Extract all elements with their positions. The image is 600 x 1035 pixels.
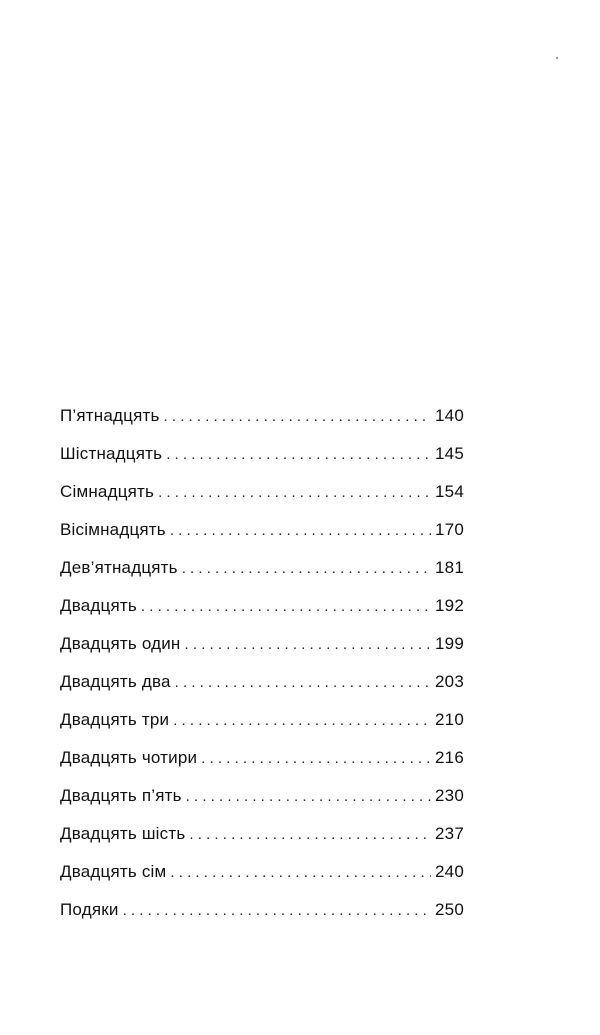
toc-entry bbox=[60, 632, 464, 670]
toc-entry bbox=[60, 784, 464, 822]
toc-entry-page: 203 bbox=[435, 672, 464, 691]
toc-entry-page: 192 bbox=[435, 596, 464, 615]
toc-dot-leader bbox=[166, 443, 431, 467]
toc-entry bbox=[60, 746, 464, 784]
toc-entry-title: Двадцять один bbox=[60, 634, 181, 653]
toc-entry bbox=[60, 594, 464, 632]
toc-entry-title: Сімнадцять bbox=[60, 482, 155, 501]
toc-entry-title: Двадцять три bbox=[60, 710, 170, 729]
toc-entry-page: 210 bbox=[435, 710, 464, 729]
toc-entry bbox=[60, 442, 464, 480]
toc-dot-leader bbox=[173, 709, 431, 733]
toc-entry-page: 199 bbox=[435, 634, 464, 653]
toc-dot-leader bbox=[141, 595, 431, 619]
toc-entry-title: Двадцять сім bbox=[60, 862, 167, 881]
toc-entry-title: Двадцять два bbox=[60, 672, 171, 691]
toc-entry bbox=[60, 556, 464, 594]
toc-dot-leader bbox=[185, 633, 432, 657]
toc-entry-page: 140 bbox=[435, 406, 464, 425]
table-of-contents bbox=[60, 404, 464, 936]
toc-dot-leader bbox=[175, 671, 431, 695]
toc-dot-leader bbox=[123, 899, 431, 923]
toc-entry-page: 237 bbox=[435, 824, 464, 843]
toc-entry-page: 181 bbox=[435, 558, 464, 577]
toc-entry bbox=[60, 480, 464, 518]
toc-entry-title: Двадцять чотири bbox=[60, 748, 198, 767]
toc-dot-leader bbox=[201, 747, 431, 771]
toc-dot-leader bbox=[189, 823, 431, 847]
toc-entry-title: Шістнадцять bbox=[60, 444, 163, 463]
toc-entry-title: Дев’ятнадцять bbox=[60, 558, 178, 577]
toc-entry bbox=[60, 822, 464, 860]
toc-entry-title: Двадцять п’ять bbox=[60, 786, 182, 805]
toc-entry-title: Двадцять bbox=[60, 596, 137, 615]
toc-entry-page: 240 bbox=[435, 862, 464, 881]
toc-entry bbox=[60, 518, 464, 556]
toc-entry bbox=[60, 670, 464, 708]
toc-entry bbox=[60, 898, 464, 936]
toc-entry-title: П’ятнадцять bbox=[60, 406, 160, 425]
toc-entry-page: 216 bbox=[435, 748, 464, 767]
toc-entry-page: 154 bbox=[435, 482, 464, 501]
toc-dot-leader bbox=[158, 481, 431, 505]
toc-entry-page: 145 bbox=[435, 444, 464, 463]
toc-entry bbox=[60, 860, 464, 898]
toc-dot-leader bbox=[164, 405, 431, 429]
toc-entry-page: 170 bbox=[435, 520, 464, 539]
toc-entry-page: 250 bbox=[435, 900, 464, 919]
page-speck bbox=[556, 57, 558, 59]
toc-entry-title: Двадцять шість bbox=[60, 824, 186, 843]
toc-entry-title: Подяки bbox=[60, 900, 119, 919]
toc-entry bbox=[60, 404, 464, 442]
toc-dot-leader bbox=[182, 557, 431, 581]
toc-entry-title: Вісімнадцять bbox=[60, 520, 166, 539]
toc-entry bbox=[60, 708, 464, 746]
toc-dot-leader bbox=[186, 785, 431, 809]
toc-dot-leader bbox=[170, 861, 431, 885]
toc-entry-page: 230 bbox=[435, 786, 464, 805]
toc-dot-leader bbox=[170, 519, 431, 543]
